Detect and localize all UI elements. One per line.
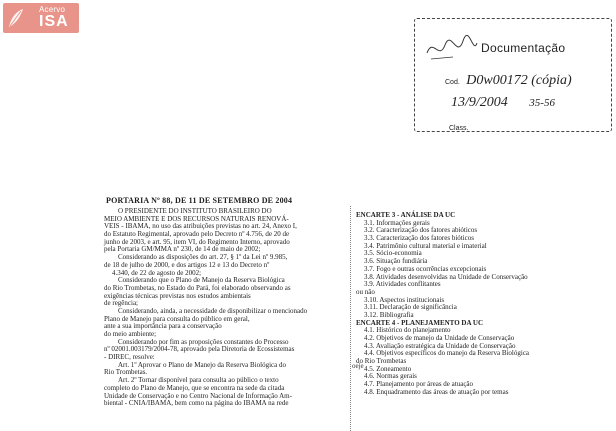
stamp-class-row — [449, 119, 471, 134]
text-line — [104, 293, 342, 301]
right-text-column — [356, 212, 602, 397]
stamp-annotation: (cópia) — [531, 73, 572, 88]
column-divider — [350, 206, 351, 431]
text-line-content: O PRESIDENTE DO INSTITUTO BRASILEIRO DO — [118, 207, 272, 215]
text-line-content: 4.2. Objetivos de manejo da Unidade de Conservação — [364, 334, 515, 342]
text-line-content: 4.4. Objetivos específicos do manejo da Reserva Biológica — [364, 349, 530, 358]
text-line-content: VEIS - IBAMA, no uso das atribuições previstas no art. 24, Anexo I, — [104, 222, 297, 231]
text-line-content: 3.1. Informações gerais — [364, 218, 430, 227]
text-line-content: 3.7. Fogo e outras ocorrências excepcionais — [364, 264, 487, 273]
text-line-content: biental - CNIA/IBAMA, bem como na página do IBAMA na rede — [104, 399, 289, 408]
text-line-content: ante a sua importância para a conservação — [104, 322, 222, 331]
text-line-content: - DIREC, resolve: — [104, 353, 155, 362]
text-line-content: 4.7. Planejamento por áreas de atuação — [364, 380, 474, 389]
text-line-content: Art. 1º Aprovar o Plano de Manejo da Reserva Biológica do — [118, 360, 286, 369]
text-line-content: junho de 2003, e art. 95, item VI, do Regimento Interno, aprovado — [104, 237, 290, 246]
logo-text-acervo: Acervo — [39, 5, 66, 14]
text-line-content: 4.8. Enquadramento das áreas de atuação por temas — [364, 387, 509, 396]
text-line-content: 3.6. Situação fundiária — [364, 257, 428, 266]
text-line-content: 4.340, de 22 de agosto de 2002; — [112, 268, 202, 277]
text-line-content: 3.8. Atividades desenvolvidas na Unidade de Conservação — [364, 272, 528, 281]
text-line-content: exigências técnicas previstas nos estudos ambientais — [104, 291, 251, 300]
text-line-content: 3.10. Aspectos institucionais — [364, 295, 445, 304]
text-line-content: nº 02001.003179/2004-78, aprovado pela Diretoria de Ecossistemas — [104, 345, 295, 354]
text-line-content: 3.2. Caracterização dos fatores abióticos — [364, 226, 478, 235]
text-line-content: 3.11. Declaração de significância — [364, 303, 457, 312]
text-line-content: do Rio Trombetas, no Estado do Pará, foi elaborado observando as — [104, 283, 291, 292]
text-line-content: de regência; — [104, 299, 139, 308]
text-line-content: 3.5. Sócio-economia — [364, 249, 422, 258]
text-line-content: 4.6. Normas gerais — [364, 372, 417, 381]
logo-text-isa: ISA — [39, 13, 69, 30]
text-line-content: 4.5. Zoneamento — [364, 364, 412, 373]
text-line-content: 4.3. Avaliação estratégica da Unidade de Conservação — [364, 341, 516, 350]
margin-note: oeje — [352, 362, 364, 370]
text-line-content: 3.9. Atividades conflitantes — [364, 280, 441, 289]
stamp-date-row — [451, 95, 555, 111]
stamp-pages: 35-56 — [529, 97, 555, 109]
documentation-stamp — [414, 18, 612, 132]
text-line-content: 3.12. Bibliografia — [364, 310, 414, 319]
text-line — [104, 400, 342, 408]
text-line-content: 4.1. Histórico do planejamento — [364, 326, 451, 335]
text-line-content: Considerando por fim as proposições constantes do Processo — [118, 337, 289, 346]
text-line-content: do Rio Trombetas — [356, 357, 407, 366]
text-line-content: Unidade de Conservação e no Centro Nacional de Informação Am- — [104, 391, 292, 400]
stamp-date: 13/9/2004 — [451, 95, 508, 110]
text-line-content: do Estatuto Regimental, aprovado pelo Decreto nº 4.756, de 20 de — [104, 230, 290, 239]
text-line-content: 3.4. Patrimônio cultural material e imaterial — [364, 241, 487, 250]
text-line — [356, 389, 602, 397]
left-text-column — [104, 208, 342, 408]
text-line-content: Considerando que o Plano de Manejo da Reserva Biológica — [118, 276, 285, 285]
text-line-content: ENCARTE 3 - ANÁLISE DA UC — [356, 211, 456, 219]
stamp-code-row — [445, 73, 572, 89]
handwritten-scribble-icon — [423, 33, 481, 63]
text-line-content: Rio Trombetas. — [104, 368, 148, 377]
stamp-code: D0w00172 — [466, 73, 528, 88]
text-line — [356, 281, 602, 289]
stamp-title: Documentação — [481, 41, 566, 55]
leaf-logo-icon — [7, 7, 25, 29]
text-line-content: do meio ambiente; — [104, 330, 157, 338]
text-line-content: Art. 2º Tornar disponível para consulta ao público o texto — [118, 376, 279, 385]
text-line-content: de 18 de julho de 2000, e dos artigos 12 e 13 do Decreto nº — [104, 260, 270, 269]
text-line-content: MEIO AMBIENTE E DOS RECURSOS NATURAIS RENOVÁ- — [104, 214, 289, 223]
stamp-cod-label: Cod. — [445, 79, 460, 86]
text-line-content: pela Portaria GM/MMA nº 230, de 14 de maio de 2002; — [104, 245, 261, 254]
text-line-content: Considerando, ainda, a necessidade de disponibilizar o mencionado — [118, 306, 308, 315]
text-line-content: 3.3. Caracterização dos fatores bióticos — [364, 234, 475, 243]
text-line-content: Plano de Manejo para consulta do público em geral, — [104, 314, 250, 323]
acervo-isa-logo — [3, 3, 79, 33]
text-line-content: Considerando as disposições do art. 27, § 1º da Lei nº 9.985, — [118, 253, 288, 262]
stamp-class-label: Class. — [449, 125, 469, 132]
text-line-content: completo do Plano de Manejo, que se encontra na sede da citada — [104, 383, 285, 392]
document-title: PORTARIA Nº 88, DE 11 DE SETEMBRO DE 2004 — [106, 196, 293, 205]
text-line-content: ou não — [356, 287, 375, 296]
text-line-content: ENCARTE 4 - PLANEJAMENTO DA UC — [356, 318, 483, 327]
